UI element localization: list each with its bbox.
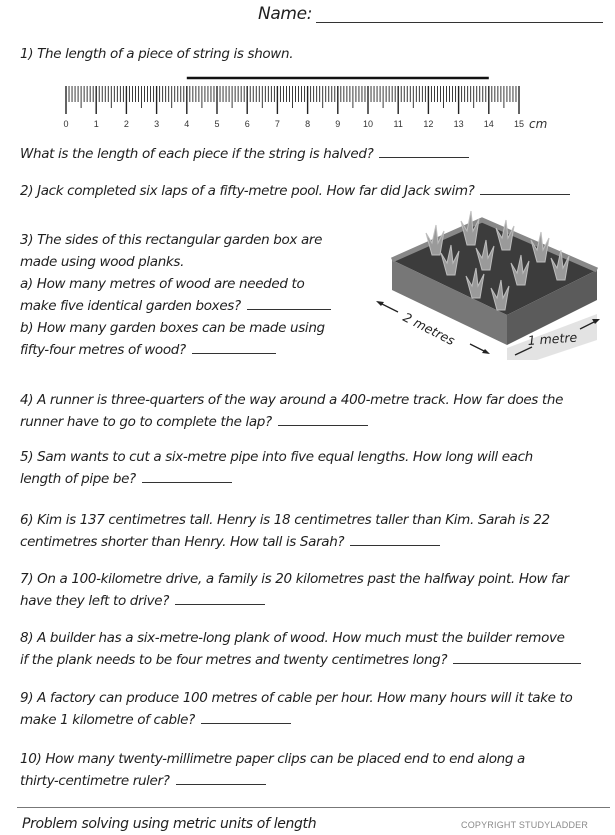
q4-line-2: runner have to go to complete the lap?	[20, 414, 272, 430]
q8-line-2: if the plank needs to be four metres and twenty centimetres long?	[20, 652, 448, 668]
q3-line-5: b) How many garden boxes can be made using	[20, 320, 325, 336]
ruler-tick-label: 12	[423, 119, 434, 129]
q10-answer-line[interactable]	[176, 783, 266, 785]
q3a-answer-line[interactable]	[247, 308, 331, 310]
q3-line-3: a) How many metres of wood are needed to	[20, 276, 305, 292]
ruler-tick-label: 0	[63, 119, 69, 129]
name-answer-line[interactable]	[316, 22, 603, 23]
ruler-tick-label: 5	[214, 119, 220, 129]
ruler-tick-label: 13	[453, 119, 464, 129]
ruler-tick-label: 14	[483, 119, 494, 129]
q3-line-4: make five identical garden boxes?	[20, 298, 241, 314]
ruler-tick-label: 6	[244, 119, 250, 129]
copyright: COPYRIGHT STUDYLADDER	[461, 820, 589, 830]
q3b-answer-line[interactable]	[192, 352, 276, 354]
ruler-tick-label: 9	[335, 119, 341, 129]
ruler-tick-label: 4	[184, 119, 190, 129]
ruler-tick-label: 15	[513, 119, 525, 129]
q7	[20, 591, 265, 611]
q4-answer-line[interactable]	[278, 424, 368, 426]
q5-answer-line[interactable]	[142, 481, 232, 483]
footer-divider	[17, 807, 610, 808]
q3a	[20, 296, 331, 316]
q7-answer-line[interactable]	[175, 603, 265, 605]
q1-answer-line[interactable]	[379, 156, 469, 158]
name-label: Name:	[258, 4, 313, 24]
ruler-tick-label: 8	[305, 119, 311, 129]
q2-text: 2) Jack completed six laps of a fifty-metre pool. How far did Jack swim?	[20, 183, 475, 199]
q4	[20, 412, 368, 432]
q6-line-1: 6) Kim is 137 centimetres tall. Henry is 18 centimetres taller than Kim. Sarah is 22	[20, 512, 550, 528]
q3-line-1: 3) The sides of this rectangular garden box are	[20, 232, 323, 248]
q2	[20, 181, 570, 201]
q10-line-2: thirty-centimetre ruler?	[20, 773, 170, 789]
q8-line-1: 8) A builder has a six-metre-long plank of wood. How much must the builder remove	[20, 630, 565, 646]
label-1-metre: 1 metre	[527, 329, 578, 348]
q5-line-1: 5) Sam wants to cut a six-metre pipe into five equal lengths. How long will each	[20, 449, 533, 465]
q9	[20, 710, 291, 730]
q7-line-2: have they left to drive?	[20, 593, 170, 609]
label-2-metres: 2 metres	[400, 309, 458, 349]
ruler-ticks	[66, 86, 519, 114]
q5-line-2: length of pipe be?	[20, 471, 136, 487]
q3b	[20, 340, 276, 360]
q3-line-6: fifty-four metres of wood?	[20, 342, 186, 358]
q9-line-2: make 1 kilometre of cable?	[20, 712, 195, 728]
q4-line-1: 4) A runner is three-quarters of the way around a 400-metre track. How far does the	[20, 392, 564, 408]
q5	[20, 469, 232, 489]
ruler-tick-label: 11	[393, 119, 403, 129]
ruler-tick-label: 7	[274, 119, 280, 129]
q3-line-2: made using wood planks.	[20, 254, 185, 270]
garden-box-illustration	[372, 210, 608, 360]
q8-answer-line[interactable]	[453, 662, 581, 664]
q9-answer-line[interactable]	[201, 722, 291, 724]
q8	[20, 650, 581, 670]
q7-line-1: 7) On a 100-kilometre drive, a family is 20 kilometres past the halfway point. How far	[20, 571, 569, 587]
q1-question	[20, 144, 469, 164]
q6	[20, 532, 440, 552]
q6-answer-line[interactable]	[350, 544, 440, 546]
ruler-unit-label: cm	[529, 117, 548, 131]
footer-title: Problem solving using metric units of length	[22, 816, 317, 832]
q9-line-1: 9) A factory can produce 100 metres of cable per hour. How many hours will it take to	[20, 690, 573, 706]
ruler-tick-label: 2	[123, 119, 129, 129]
ruler-tick-label: 1	[93, 119, 99, 129]
q1-question-text: What is the length of each piece if the string is halved?	[20, 146, 374, 162]
ruler-tick-labels	[63, 117, 547, 131]
q10	[20, 771, 266, 791]
q2-answer-line[interactable]	[480, 193, 570, 195]
ruler-tick-label: 3	[154, 119, 160, 129]
q10-line-1: 10) How many twenty-millimetre paper clips can be placed end to end along a	[20, 751, 525, 767]
ruler-tick-label: 10	[362, 119, 374, 129]
q6-line-2: centimetres shorter than Henry. How tall is Sarah?	[20, 534, 345, 550]
q1-text: 1) The length of a piece of string is shown.	[20, 46, 294, 62]
ruler-figure	[60, 70, 560, 132]
